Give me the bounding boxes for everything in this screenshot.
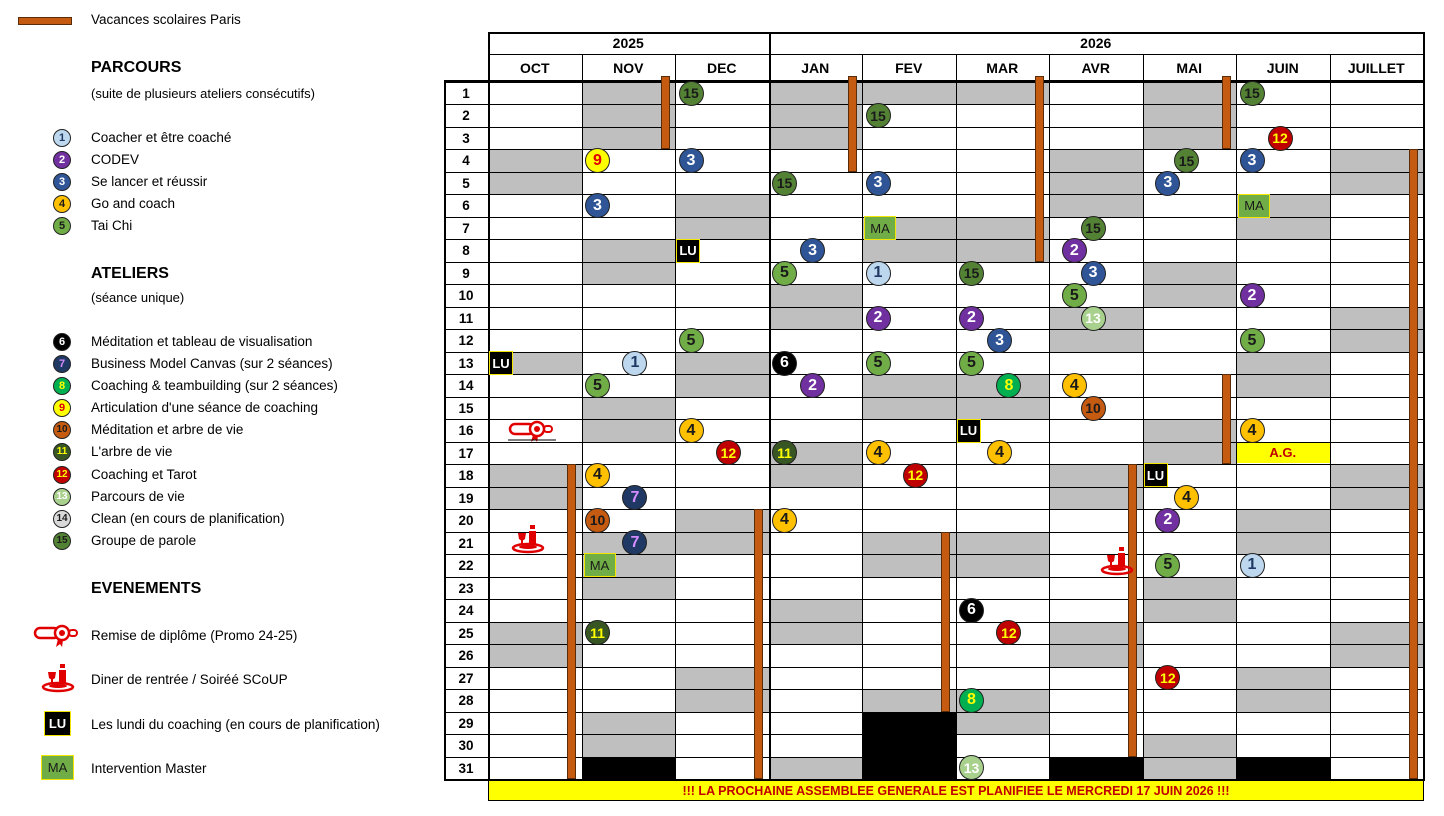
day-number: 19: [458, 490, 474, 506]
day-number: 11: [458, 310, 474, 326]
event-badge-6: 6: [959, 598, 984, 623]
legend-badge-10: 10: [53, 421, 71, 439]
event-badge-10: 10: [1081, 396, 1106, 421]
event-badge-1: 1: [866, 261, 891, 286]
col-line: [1423, 32, 1425, 781]
year-label-2026: 2026: [1080, 35, 1112, 51]
vacation-bar: [848, 76, 857, 172]
day-number: 8: [462, 243, 470, 259]
row-line: [444, 487, 1423, 488]
gray-cell: [1236, 509, 1330, 531]
legend-badge-7: 7: [53, 355, 71, 373]
event-badge-12: 12: [1268, 126, 1293, 151]
evenements-title: EVENEMENTS: [91, 580, 202, 597]
legend-parcours-label: Go and coach: [91, 196, 176, 211]
event-badge-3: 3: [866, 171, 891, 196]
gray-cell: [675, 194, 769, 216]
legend-atelier-label: Clean (en cours de planification): [91, 511, 285, 526]
dinner-icon: [40, 662, 76, 696]
gray-cell: [675, 374, 769, 396]
day-number: 24: [458, 603, 474, 619]
row-line: [444, 734, 1423, 735]
event-badge-3: 3: [987, 328, 1012, 353]
ma-event-box: MA: [584, 553, 616, 577]
gray-cell: [582, 262, 676, 284]
vacation-bar: [1222, 76, 1231, 149]
legend-parcours-label: Tai Chi: [91, 218, 133, 233]
day-number: 23: [458, 580, 474, 596]
gray-cell: [769, 307, 863, 329]
dinner-icon: [510, 523, 546, 557]
lu-event-box: LU: [489, 351, 513, 375]
event-badge-5: 5: [1155, 553, 1180, 578]
row-line: [444, 262, 1423, 263]
event-badge-2: 2: [800, 373, 825, 398]
event-badge-15: 15: [1081, 216, 1106, 241]
gray-cell: [1236, 217, 1330, 239]
legend-badge-11: 11: [53, 443, 71, 461]
month-label: FEV: [895, 60, 923, 76]
black-cell: [862, 757, 956, 779]
gray-cell: [956, 554, 1050, 576]
legend-atelier-label: Articulation d'une séance de coaching: [91, 400, 318, 415]
event-badge-5: 5: [1240, 328, 1265, 353]
vacation-bar: [1035, 76, 1044, 262]
lu-legend-box: LU: [44, 711, 71, 736]
row-line: [444, 172, 1423, 173]
legend-atelier-label: Coaching & teambuilding (sur 2 séances): [91, 378, 338, 393]
day-number: 4: [462, 153, 470, 169]
event-badge-15: 15: [772, 171, 797, 196]
event-badge-3: 3: [585, 193, 610, 218]
ma-event-box: MA: [864, 216, 896, 240]
gray-cell: [1236, 689, 1330, 711]
month-label: MAI: [1176, 60, 1203, 76]
day-number: 14: [458, 378, 474, 394]
gray-cell: [1143, 262, 1237, 284]
lu-event-box: LU: [1144, 463, 1168, 487]
event-badge-11: 11: [772, 440, 797, 465]
evenement-label-diploma: Remise de diplôme (Promo 24-25): [91, 628, 298, 643]
gray-cell: [1049, 172, 1143, 194]
gray-cell: [582, 397, 676, 419]
col-line: [862, 54, 863, 781]
row-line: [444, 239, 1423, 240]
month-label: DEC: [706, 60, 737, 76]
ateliers-title: ATELIERS: [91, 265, 169, 282]
gray-cell: [1143, 734, 1237, 756]
gray-cell: [582, 734, 676, 756]
legend-badge-1: 1: [53, 129, 71, 147]
col-line: [1049, 54, 1050, 781]
row-line: [444, 329, 1423, 330]
gray-cell: [582, 419, 676, 441]
event-badge-4: 4: [1062, 373, 1087, 398]
gray-cell: [488, 149, 582, 171]
row-line: [444, 712, 1423, 713]
legend-badge-2: 2: [53, 151, 71, 169]
gray-cell: [956, 532, 1050, 554]
col-line: [582, 54, 583, 781]
gray-cell: [1049, 149, 1143, 171]
event-badge-7: 7: [622, 530, 647, 555]
row-line: [444, 82, 1423, 83]
col-line: [675, 54, 676, 781]
event-badge-1: 1: [1240, 553, 1265, 578]
event-badge-2: 2: [959, 306, 984, 331]
event-badge-5: 5: [679, 328, 704, 353]
day-number: 3: [462, 130, 470, 146]
legend-atelier-label: Groupe de parole: [91, 533, 197, 548]
gray-cell: [1143, 599, 1237, 621]
legend-atelier-label: Parcours de vie: [91, 489, 185, 504]
day-number: 28: [458, 693, 474, 709]
event-badge-5: 5: [959, 351, 984, 376]
event-badge-3: 3: [1240, 148, 1265, 173]
event-badge-12: 12: [996, 620, 1021, 645]
legend-parcours-label: Coacher et être coaché: [91, 130, 232, 145]
day-number: 6: [462, 198, 470, 214]
vacation-bar: [661, 76, 670, 149]
event-badge-6: 6: [772, 351, 797, 376]
event-badge-1: 1: [622, 351, 647, 376]
legend-atelier-label: Business Model Canvas (sur 2 séances): [91, 356, 333, 371]
col-line: [1143, 54, 1144, 781]
row-line: [444, 644, 1423, 645]
event-badge-4: 4: [772, 508, 797, 533]
event-badge-8: 8: [959, 688, 984, 713]
ma-event-box: MA: [1238, 194, 1270, 218]
gray-cell: [769, 284, 863, 306]
gray-cell: [1143, 284, 1237, 306]
gray-cell: [675, 217, 769, 239]
gray-cell: [862, 374, 956, 396]
black-cell: [582, 757, 676, 779]
row-line: [444, 217, 1423, 218]
diploma-icon: [506, 419, 558, 443]
vacation-bar: [567, 464, 576, 779]
legend-atelier-label: Méditation et tableau de visualisation: [91, 334, 313, 349]
row-line: [444, 397, 1423, 398]
lu-event-box: LU: [957, 419, 981, 443]
row-line: [444, 284, 1423, 285]
event-badge-8: 8: [996, 373, 1021, 398]
ag-cell: A.G.: [1236, 443, 1330, 463]
footer-banner: !!! LA PROCHAINE ASSEMBLEE GENERALE EST PLANIFIEE LE MERCREDI 17 JUIN 2026 !!!: [488, 780, 1424, 801]
legend-badge-12: 12: [53, 466, 71, 484]
month-label: JUILLET: [1347, 60, 1405, 76]
legend-atelier-label: Coaching et Tarot: [91, 467, 197, 482]
legend-atelier-label: Méditation et arbre de vie: [91, 422, 244, 437]
row-line: [444, 599, 1423, 600]
row-line: [444, 442, 1423, 443]
day-number: 22: [458, 558, 474, 574]
vacation-bar: [1128, 464, 1137, 756]
event-badge-15: 15: [1174, 148, 1199, 173]
event-badge-3: 3: [1155, 171, 1180, 196]
gray-cell: [1049, 329, 1143, 351]
legend-parcours-label: Se lancer et réussir: [91, 174, 208, 189]
event-badge-4: 4: [866, 440, 891, 465]
day-number: 30: [458, 738, 474, 754]
day-number: 7: [462, 220, 470, 236]
event-badge-13: 13: [1081, 306, 1106, 331]
event-badge-10: 10: [585, 508, 610, 533]
row-line: [444, 104, 1423, 105]
event-badge-2: 2: [1155, 508, 1180, 533]
gray-cell: [862, 397, 956, 419]
day-number: 10: [458, 288, 474, 304]
day-number: 2: [462, 108, 470, 124]
black-cell: [1236, 757, 1330, 779]
event-badge-2: 2: [1062, 238, 1087, 263]
vacances-label: Vacances scolaires Paris: [91, 12, 241, 27]
event-badge-4: 4: [987, 440, 1012, 465]
row-line: [444, 352, 1423, 353]
legend-atelier-label: L'arbre de vie: [91, 444, 173, 459]
black-cell: [862, 712, 956, 734]
col-line: [956, 54, 957, 781]
day-number: 1: [462, 86, 470, 101]
event-badge-2: 2: [866, 306, 891, 331]
gray-cell: [1236, 352, 1330, 374]
row-line: [444, 532, 1423, 533]
ateliers-subtitle: (séance unique): [91, 290, 185, 305]
gray-cell: [582, 239, 676, 261]
event-badge-3: 3: [800, 238, 825, 263]
month-label: JAN: [801, 60, 830, 76]
col-line: [488, 32, 490, 781]
ma-legend-box: MA: [41, 755, 74, 780]
day-number: 26: [458, 648, 474, 664]
event-badge-4: 4: [585, 463, 610, 488]
gray-cell: [1236, 532, 1330, 554]
month-label: OCT: [519, 60, 550, 76]
event-badge-9: 9: [585, 148, 610, 173]
legend-badge-14: 14: [53, 510, 71, 528]
gray-cell: [582, 577, 676, 599]
legend-badge-9: 9: [53, 399, 71, 417]
gray-cell: [769, 599, 863, 621]
day-number: 13: [458, 355, 474, 371]
gray-cell: [956, 397, 1050, 419]
col-line: [769, 32, 771, 781]
month-label: AVR: [1081, 60, 1111, 76]
col-line: [1330, 54, 1331, 781]
month-label: MAR: [986, 60, 1019, 76]
gray-cell: [582, 712, 676, 734]
event-badge-11: 11: [585, 620, 610, 645]
year-label-2025: 2025: [612, 35, 644, 51]
day-number: 15: [458, 400, 474, 416]
event-badge-3: 3: [1081, 261, 1106, 286]
day-number: 17: [458, 445, 474, 461]
event-badge-2: 2: [1240, 283, 1265, 308]
month-label: NOV: [613, 60, 644, 76]
black-cell: [862, 734, 956, 756]
gray-cell: [1049, 194, 1143, 216]
event-badge-5: 5: [585, 373, 610, 398]
gray-cell: [1236, 374, 1330, 396]
event-badge-13: 13: [959, 755, 984, 780]
event-badge-12: 12: [903, 463, 928, 488]
legend-badge-4: 4: [53, 195, 71, 213]
gray-cell: [956, 712, 1050, 734]
event-badge-12: 12: [716, 440, 741, 465]
legend-badge-6: 6: [53, 333, 71, 351]
vacation-bar: [1222, 374, 1231, 464]
event-badge-4: 4: [1240, 418, 1265, 443]
day-number: 18: [458, 468, 474, 484]
vacances-swatch: [18, 17, 72, 25]
header-top-line: [488, 32, 1424, 34]
event-badge-15: 15: [959, 261, 984, 286]
event-badge-5: 5: [772, 261, 797, 286]
day-number: 21: [458, 535, 474, 551]
day-number: 16: [458, 423, 474, 439]
gray-cell: [862, 239, 956, 261]
legend-badge-3: 3: [53, 173, 71, 191]
row-line: [444, 307, 1423, 308]
event-badge-5: 5: [866, 351, 891, 376]
day-number: 27: [458, 670, 474, 686]
day-number: 25: [458, 625, 474, 641]
gray-cell: [769, 757, 863, 779]
event-badge-15: 15: [1240, 81, 1265, 106]
row-line: [444, 667, 1423, 668]
month-label: JUIN: [1266, 60, 1299, 76]
gray-cell: [1236, 667, 1330, 689]
gray-cell: [1143, 757, 1237, 779]
day-number: 20: [458, 513, 474, 529]
event-badge-12: 12: [1155, 665, 1180, 690]
row-line: [444, 757, 1423, 758]
row-line: [444, 419, 1423, 420]
event-badge-3: 3: [679, 148, 704, 173]
parcours-title: PARCOURS: [91, 59, 182, 76]
diploma-icon: [32, 622, 78, 648]
month-line: [444, 80, 1424, 82]
gray-cell: [1143, 577, 1237, 599]
legend-badge-8: 8: [53, 377, 71, 395]
legend-badge-5: 5: [53, 217, 71, 235]
evenement-label-lu: Les lundi du coaching (en cours de planification): [91, 717, 380, 732]
gray-cell: [862, 82, 956, 104]
event-badge-15: 15: [866, 103, 891, 128]
legend-badge-13: 13: [53, 488, 71, 506]
evenement-label-dinner: Diner de rentrée / Soiréé SCoUP: [91, 672, 288, 687]
gray-cell: [675, 352, 769, 374]
vacation-bar: [754, 509, 763, 779]
day-number: 9: [462, 265, 470, 281]
evenement-label-ma: Intervention Master: [91, 761, 207, 776]
day-number: 29: [458, 715, 474, 731]
row-line: [444, 689, 1423, 690]
parcours-subtitle: (suite de plusieurs ateliers consécutifs): [91, 86, 315, 101]
legend-badge-15: 15: [53, 532, 71, 550]
legend-parcours-label: CODEV: [91, 152, 140, 167]
gray-cell: [769, 464, 863, 486]
day-number: 12: [458, 333, 474, 349]
vacation-bar: [1409, 149, 1418, 779]
gray-cell: [488, 172, 582, 194]
day-number: 5: [462, 175, 470, 191]
event-badge-15: 15: [679, 81, 704, 106]
event-badge-5: 5: [1062, 283, 1087, 308]
dinner-icon: [1099, 545, 1135, 579]
event-badge-4: 4: [1174, 485, 1199, 510]
day-number: 31: [458, 760, 474, 776]
gray-cell: [769, 622, 863, 644]
event-badge-7: 7: [622, 485, 647, 510]
black-cell: [1049, 757, 1143, 779]
col-line: [1236, 54, 1237, 781]
event-badge-4: 4: [679, 418, 704, 443]
vacation-bar: [941, 532, 950, 712]
lu-event-box: LU: [676, 239, 700, 263]
